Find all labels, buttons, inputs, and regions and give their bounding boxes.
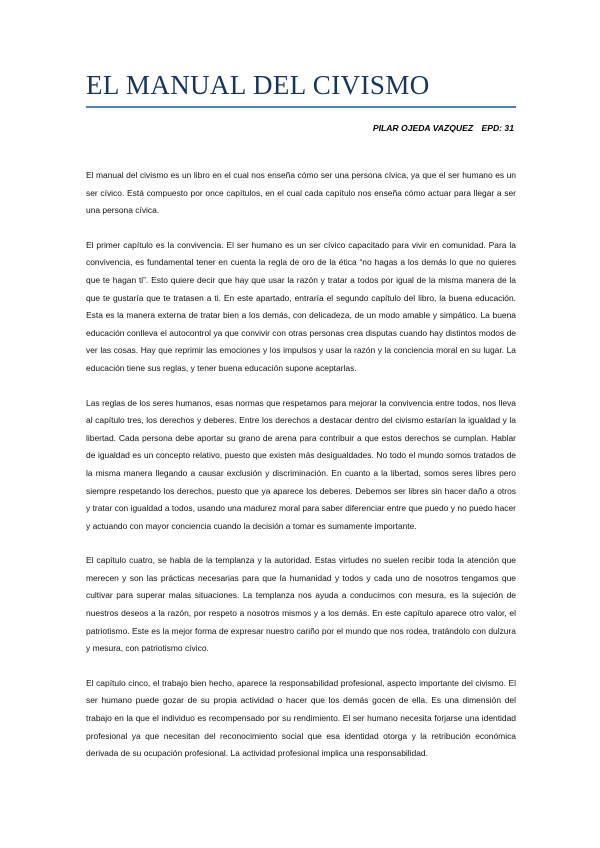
paragraph: El manual del civismo es un libro en el cual nos enseña cómo ser una persona cívica, ya que el ser humano es un ser cívico. Está compuesto por once capítulos, en el cual cada capítulo nos enseña cómo actuar para llegar a ser una persona cívica. xyxy=(86,170,516,216)
paragraph: El primer capítulo es la convivencia. El ser humano es un ser cívico capacitado para vivir en comunidad. Para la convivencia, es fundamental tener en cuenta la regla de oro de la ética “no hagas a los demás lo que no quieres que te hagan ti”. Esto quiere decir que hay que usar la razón y tratar a todos por igual de la misma manera de la que te gustaría que te tratasen a ti. En este apartado, entraría el segundo capítulo del libro, la buena educación. Esta es la manera externa de tratar bien a los demás, con delicadeza, de un modo amable y simpático. La buena educación conlleva el autocontrol ya que convivir con otras personas crea disputas cuando hay distintos modos de ver las cosas. Hay que reprimir las emociones y los impulsos y usar la razón y la conciencia moral en su lugar. La educación tiene sus reglas, y tener buena educación supone aceptarlas. xyxy=(86,239,516,373)
author-line xyxy=(373,123,514,133)
paragraph: El capítulo cuatro, se habla de la templanza y la autoridad. Estas virtudes no suelen recibir toda la atención que merecen y son las prácticas necesarias para que la humanidad y todos y cada uno de nosotros tengamos que cultivar para superar malas situaciones. La templanza nos ayuda a conducimos con mesura, es la sujeción de nuestros deseos a la razón, por respeto a nosotros mismos y a los demás. En este capítulo aparece otro valor, el patriotismo. Este es la mejor forma de expresar nuestro cariño por el mundo que nos rodea, tratándolo con dulzura y mesura, con patriotismo cívico. xyxy=(86,555,516,654)
paragraph: El capítulo cinco, el trabajo bien hecho, aparece la responsabilidad profesional, aspecto importante del civismo. El ser humano puede gozar de su propia actividad o hacer que los demás gocen de ella. Es una dimensión del trabajo en la que el individuo es recompensado por su rendimiento. El ser humano necesita forjarse una identidad profesional ya que necesitan del reconocimiento social que esa identidad otorga y la retribución económica derivada de su ocupación profesional. La actividad profesional implica una responsabilidad. xyxy=(86,677,516,759)
author-name: PILAR OJEDA VAZQUEZ xyxy=(372,123,474,133)
document-title: EL MANUAL DEL CIVISMO xyxy=(86,70,430,100)
paragraph: Las reglas de los seres humanos, esas normas que respetamos para mejorar la convivencia entre todos, nos lleva al capítulo tres, los derechos y deberes. Entre los derechos a destacar dentro del civismo estarían la igualdad y la libertad. Cada persona debe aportar su grano de arena para contribuir a que estos derechos se cumplan. Hablar de igualdad es un concepto relativo, puesto que existen más desigualdades. No todo el mundo somos tratados de la misma manera llegando a causar exclusión y discriminación. En cuanto a la libertad, somos seres libres pero siempre respetando los derechos, puesto que ya aparece los deberes. Debemos ser libres sin hacer daño a otros y tratar con igualdad a todos, usando una madurez moral para saber diferenciar entre que puedo y no puedo hacer y actuando con mayor conciencia cuando la decisión a tomar es sumamente importante. xyxy=(86,397,516,531)
title-underline xyxy=(86,106,516,108)
epd-number: EPD: 31 xyxy=(481,123,514,133)
document-body xyxy=(86,167,516,780)
